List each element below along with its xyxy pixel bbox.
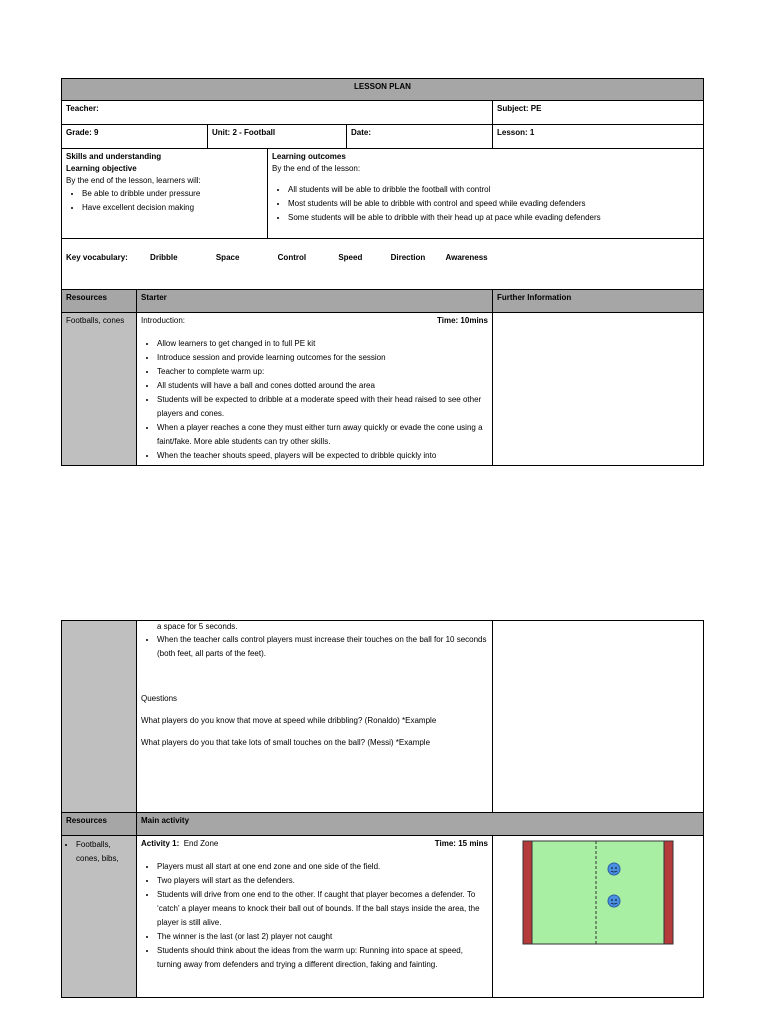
lesson-plan-table-page2 [61, 620, 704, 998]
vocab-label: Key vocabulary: [66, 253, 128, 262]
starter-item: • Teacher to complete warm up: [157, 365, 488, 379]
activity-item: • The winner is the last (or last 2) player not caught [157, 930, 488, 944]
activity-name: End Zone [183, 839, 219, 848]
starter-content [137, 313, 493, 466]
activity-prefix: Activity 1: [141, 839, 180, 848]
activity-item: • Players must all start at one end zone and one side of the field. [157, 860, 488, 874]
starter-further-info [493, 313, 704, 466]
starter-item: • All students will have a ball and cones dotted around the area [157, 379, 488, 393]
activity-item: • Two players will start as the defenders. [157, 874, 488, 888]
resources-header: Resources [62, 290, 137, 313]
starter-time: Time: 10mins [437, 316, 488, 325]
vocab-word: Control [277, 253, 307, 262]
outcome-item: • Most students will be able to dribble with control and speed while evading defenders [288, 197, 699, 211]
player-icon [608, 895, 620, 907]
continued-further-info [493, 621, 704, 813]
objective-intro: By the end of the lesson, learners will: [66, 176, 201, 185]
end-zone-right [664, 841, 673, 944]
continued-text: a space for 5 seconds. [157, 622, 238, 631]
vocab-word: Speed [338, 253, 363, 262]
continued-content [137, 621, 493, 813]
question-1: What players do you know that move at speed while dribbling? (Ronaldo) *Example [141, 716, 437, 725]
key-vocabulary-row [62, 239, 704, 290]
main-resources [62, 836, 137, 998]
end-zone-field-diagram [493, 836, 704, 996]
main-resource-item: • Footballs, cones, bibs, [76, 838, 132, 866]
subject-field: Subject: PE [493, 101, 704, 125]
resources-header: Resources [62, 813, 137, 836]
outcome-item: • All students will be able to dribble the football with control [288, 183, 699, 197]
activity-item: • Students should think about the ideas from the warm up: Running into space at speed, turning away from defenders and trying a different direction, faking and fainting. [157, 944, 488, 972]
starter-item: • Introduce session and provide learning outcomes for the session [157, 351, 488, 365]
questions-label: Questions [141, 694, 178, 703]
starter-item: • Allow learners to get changed in to full PE kit [157, 337, 488, 351]
starter-intro-label: Introduction: [141, 316, 186, 325]
end-zone-left [523, 841, 532, 944]
outcomes-intro: By the end of the lesson: [272, 164, 361, 173]
outcomes-heading: Learning outcomes [272, 152, 346, 161]
teacher-field: Teacher: [62, 101, 493, 125]
grade-field: Grade: 9 [62, 125, 208, 149]
lesson-number-field: Lesson: 1 [493, 125, 704, 149]
question-2: What players do you that take lots of small touches on the ball? (Messi) *Example [141, 738, 431, 747]
starter-header: Starter [137, 290, 493, 313]
outcomes-cell [268, 149, 704, 239]
starter-item: • When the teacher calls control players must increase their touches on the ball for 10 seconds (both feet, all parts of the feet). [157, 633, 488, 661]
activity-item: • Students will drive from one end to the other. If caught that player becomes a defender. To ‘catch’ a player means to knock their ball out of bounds. If the ball stays inside the area, the player is still alive. [157, 888, 488, 930]
continued-resources [62, 621, 137, 813]
skills-cell [62, 149, 268, 239]
player-icon [608, 863, 620, 875]
lesson-plan-title: LESSON PLAN [62, 79, 704, 101]
lesson-plan-table-page1 [61, 78, 704, 466]
date-field: Date: [347, 125, 493, 149]
skills-heading: Skills and understanding [66, 152, 162, 161]
activity-time: Time: 15 mins [434, 839, 488, 848]
unit-field: Unit: 2 - Football [208, 125, 347, 149]
objective-item: • Be able to dribble under pressure [82, 187, 263, 201]
further-info-header: Further Information [493, 290, 704, 313]
activity-diagram-cell [493, 836, 704, 998]
starter-item: • When a player reaches a cone they must either turn away quickly or evade the cone using a faint/fake. More able students can try other skills. [157, 421, 488, 449]
objective-item: • Have excellent decision making [82, 201, 263, 215]
starter-resources: Footballs, cones [62, 313, 137, 466]
vocab-word: Direction [390, 253, 426, 262]
main-activity-header: Main activity [137, 813, 704, 836]
starter-item: • Students will be expected to dribble at a moderate speed with their head raised to see other players and cones. [157, 393, 488, 421]
field-area [523, 841, 673, 944]
vocab-word: Space [215, 253, 240, 262]
objective-heading: Learning objective [66, 164, 137, 173]
vocab-word: Dribble [150, 253, 178, 262]
vocab-word: Awareness [445, 253, 488, 262]
outcome-item: • Some students will be able to dribble with their head up at pace while evading defenders [288, 211, 699, 225]
main-activity-content [137, 836, 493, 998]
starter-item: • When the teacher shouts speed, players will be expected to dribble quickly into [157, 449, 488, 463]
